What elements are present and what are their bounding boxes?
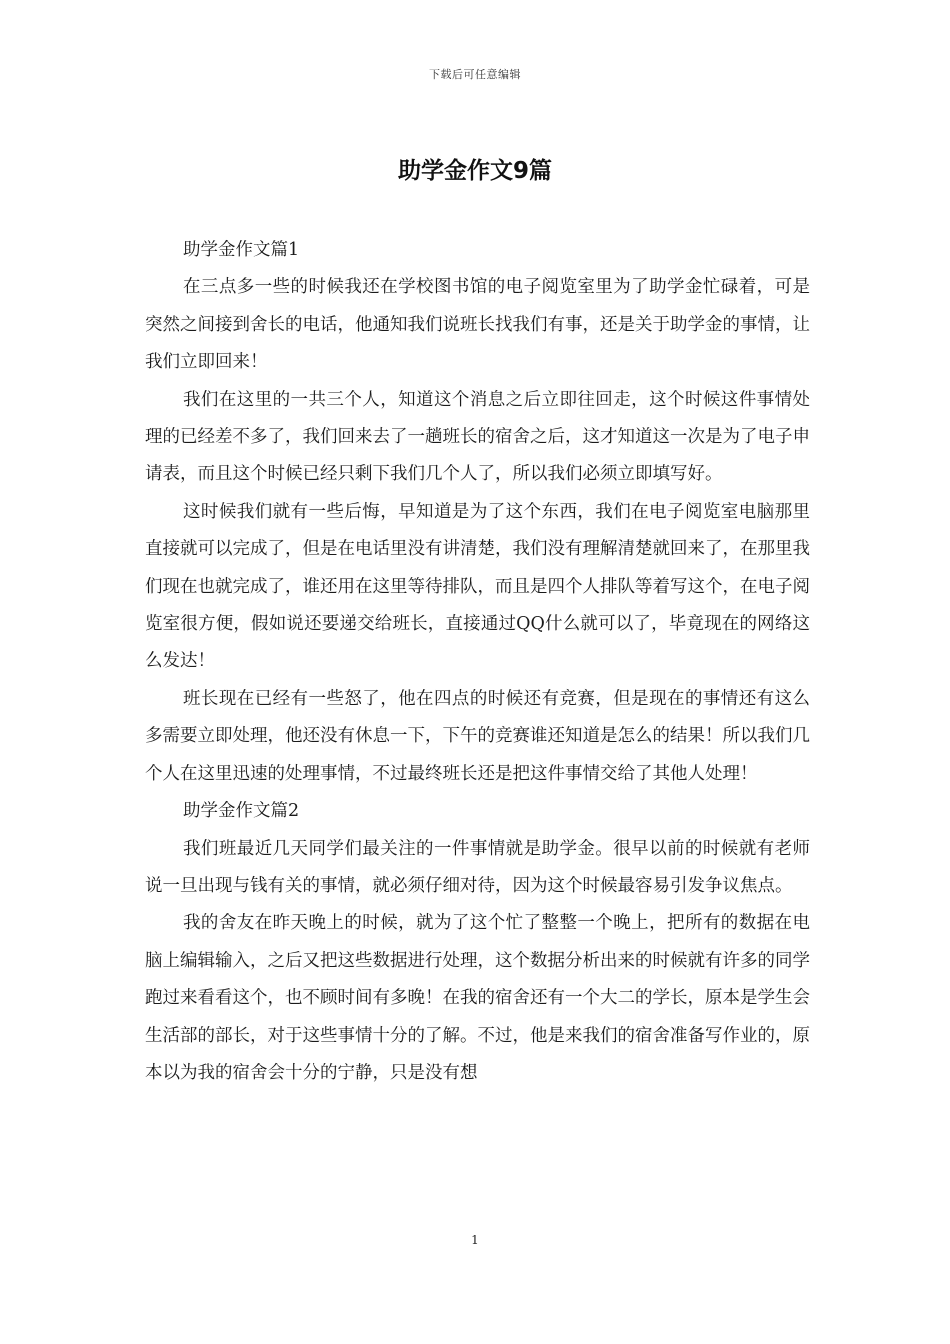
paragraph: 这时候我们就有一些后悔，早知道是为了这个东西，我们在电子阅览室电脑那里直接就可以完成了，但是在电话里没有讲清楚，我们没有理解清楚就回来了，在那里我们现在也就完成了，谁还用在这里等待排队，而且是四个人排队等着写这个，在电子阅览室很方便，假如说还要递交给班长，直接通过QQ什么就可以了，毕竟现在的网络这么发达！ <box>145 501 810 672</box>
paragraph: 我的舍友在昨天晚上的时候，就为了这个忙了整整一个晚上，把所有的数据在电脑上编辑输入，之后又把这些数据进行处理，这个数据分析出来的时候就有许多的同学跑过来看看这个，也不顾时间有多晚！在我的宿舍还有一个大二的学长，原本是学生会生活部的部长，对于这些事情十分的了解。不过，他是来我们的宿舍准备写作业的，原本以为我的宿舍会十分的宁静，只是没有想 <box>145 913 810 1083</box>
document-body <box>145 232 810 1092</box>
paragraph: 我们在这里的一共三个人，知道这个消息之后立即往回走，这个时候这件事情处理的已经差不多了，我们回来去了一趟班长的宿舍之后，这才知道这一次是为了电子申请表，而且这个时候已经只剩下我们几个人了，所以我们必须立即填写好。 <box>145 389 810 485</box>
paragraph: 班长现在已经有一些怒了，他在四点的时候还有竞赛，但是现在的事情还有这么多需要立即处理，他还没有休息一下，下午的竞赛谁还知道是怎么的结果！所以我们几个人在这里迅速的处理事情，不过最终班长还是把这件事情交给了其他人处理！ <box>145 688 810 784</box>
paragraph: 我们班最近几天同学们最关注的一件事情就是助学金。很早以前的时候就有老师说一旦出现与钱有关的事情，就必须仔细对待，因为这个时候最容易引发争议焦点。 <box>145 838 810 896</box>
paragraph: 在三点多一些的时候我还在学校图书馆的电子阅览室里为了助学金忙碌着，可是突然之间接到舍长的电话，他通知我们说班长找我们有事，还是关于助学金的事情，让我们立即回来！ <box>145 277 810 373</box>
section-heading-1: 助学金作文篇1 <box>183 240 300 260</box>
section-heading-2: 助学金作文篇2 <box>183 801 300 822</box>
page-number: 1 <box>471 1233 479 1247</box>
header-note: 下载后可任意编辑 <box>429 68 521 81</box>
document-title: 助学金作文9篇 <box>397 158 552 184</box>
